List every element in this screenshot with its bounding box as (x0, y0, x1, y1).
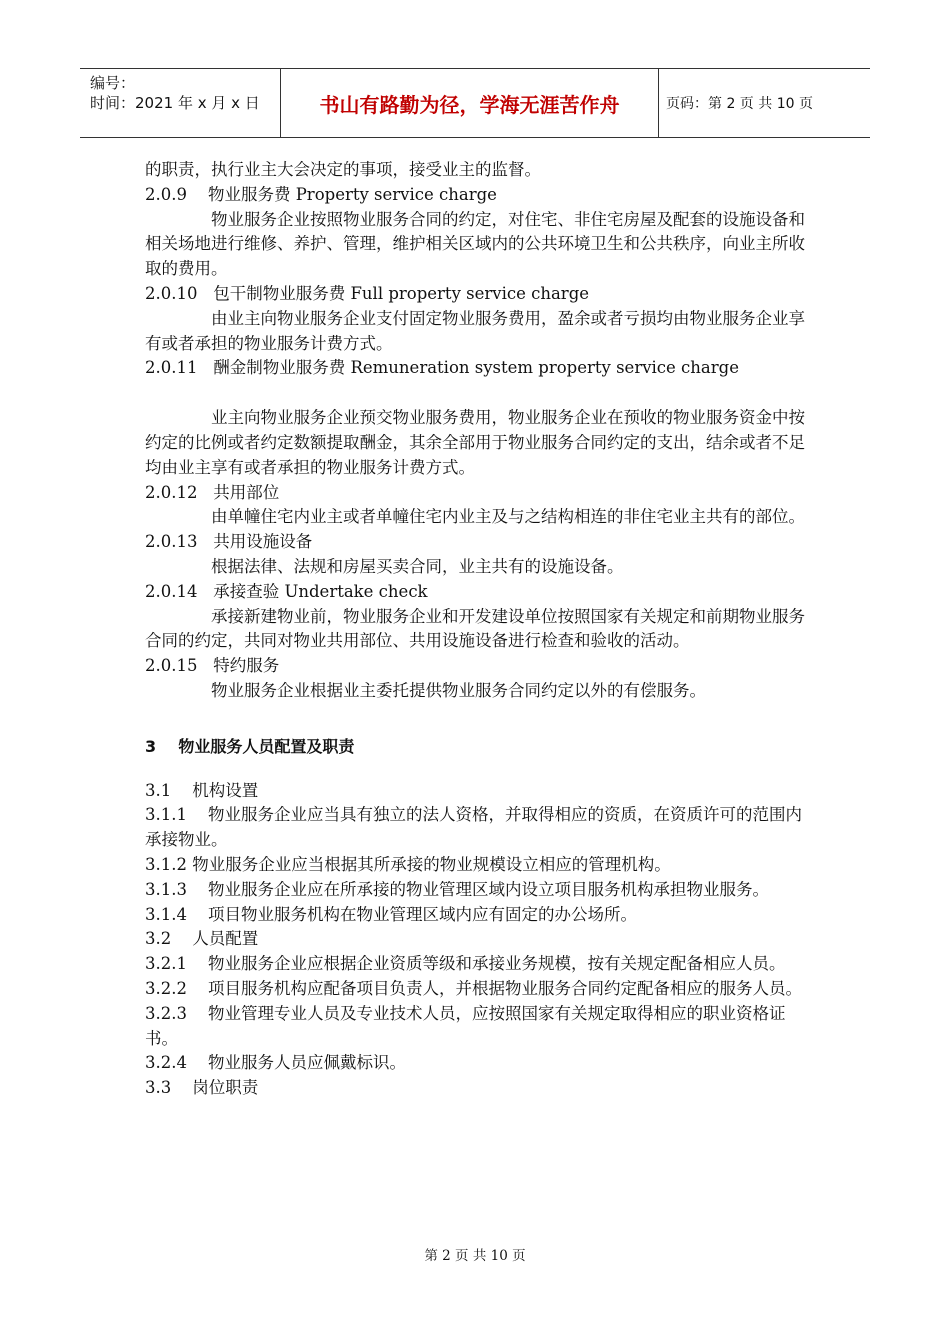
clause-heading: 2.0.10 包干制物业服务费 Full property service charge (145, 283, 590, 303)
document-number: 编号： (90, 74, 136, 92)
header-page-info: 页码：第 2 页 共 10 页 (666, 96, 813, 112)
clause-heading: 2.0.13 共用设施设备 (145, 532, 313, 552)
paragraph: 物业服务企业根据业主委托提供物业服务合同约定以外的有偿服务。 (211, 680, 706, 700)
section-heading: 3 物业服务人员配置及职责 (145, 736, 355, 756)
paragraph: 3.1.1 物业服务企业应当具有独立的法人资格，并取得相应的资质，在资质许可的范围内承接物业。 (145, 805, 802, 850)
header-motto: 书山有路勤为径，学海无涯苦作舟 (281, 69, 659, 137)
paragraph: 3.2.2 项目服务机构应配备项目负责人，并根据物业服务合同约定配备相应的服务人员。 (145, 978, 802, 998)
clause-heading: 2.0.9 物业服务费 Property service charge (145, 184, 497, 204)
paragraph: 承接新建物业前，物业服务企业和开发建设单位按照国家有关规定和前期物业服务合同的约定，共同对物业共用部位、共用设施设备进行检查和验收的活动。 (145, 606, 805, 651)
clause-heading: 2.0.14 承接查验 Undertake check (145, 581, 428, 601)
clause-heading: 3.2 人员配置 (145, 929, 259, 949)
paragraph: 3.2.4 物业服务人员应佩戴标识。 (145, 1053, 406, 1073)
paragraph: 的职责，执行业主大会决定的事项，接受业主的监督。 (145, 160, 541, 179)
paragraph: 3.1.3 物业服务企业应在所承接的物业管理区域内设立项目服务机构承担物业服务。 (145, 879, 769, 899)
paragraph: 3.1.4 项目物业服务机构在物业管理区域内应有固定的办公场所。 (145, 904, 637, 924)
clause-heading: 2.0.15 特约服务 (145, 656, 280, 676)
document-body (145, 158, 810, 1101)
page-header (80, 68, 870, 138)
paragraph: 由单幢住宅内业主或者单幢住宅内业主及与之结构相连的非住宅业主共有的部位。 (211, 507, 805, 527)
clause-heading: 3.3 岗位职责 (145, 1078, 259, 1098)
clause-heading: 3.1 机构设置 (145, 780, 259, 800)
header-meta (80, 69, 281, 137)
paragraph: 3.2.3 物业管理专业人员及专业技术人员，应按照国家有关规定取得相应的职业资格证书。 (145, 1003, 786, 1048)
paragraph: 根据法律、法规和房屋买卖合同，业主共有的设施设备。 (211, 556, 624, 576)
clause-heading: 2.0.12 共用部位 (145, 482, 280, 502)
paragraph: 3.2.1 物业服务企业应根据企业资质等级和承接业务规模，按有关规定配备相应人员。 (145, 954, 786, 974)
document-time: 时间：2021 年 x 月 x 日 (90, 94, 260, 112)
paragraph: 由业主向物业服务企业支付固定物业服务费用，盈余或者亏损均由物业服务企业享有或者承担的物业服务计费方式。 (145, 308, 805, 353)
page-footer: 第 2 页 共 10 页 (424, 1248, 526, 1264)
clause-heading: 2.0.11 酬金制物业服务费 Remuneration system property service charge (145, 358, 739, 378)
paragraph: 3.1.2 物业服务企业应当根据其所承接的物业规模设立相应的管理机构。 (145, 854, 671, 874)
paragraph: 业主向物业服务企业预交物业服务费用，物业服务企业在预收的物业服务资金中按约定的比例或者约定数额提取酬金，其余全部用于物业服务合同约定的支出，结余或者不足均由业主享有或者承担的物业服务计费方式。 (145, 408, 805, 477)
paragraph: 物业服务企业按照物业服务合同的约定，对住宅、非住宅房屋及配套的设施设备和相关场地进行维修、养护、管理，维护相关区域内的公共环境卫生和公共秩序，向业主所收取的费用。 (145, 209, 805, 279)
